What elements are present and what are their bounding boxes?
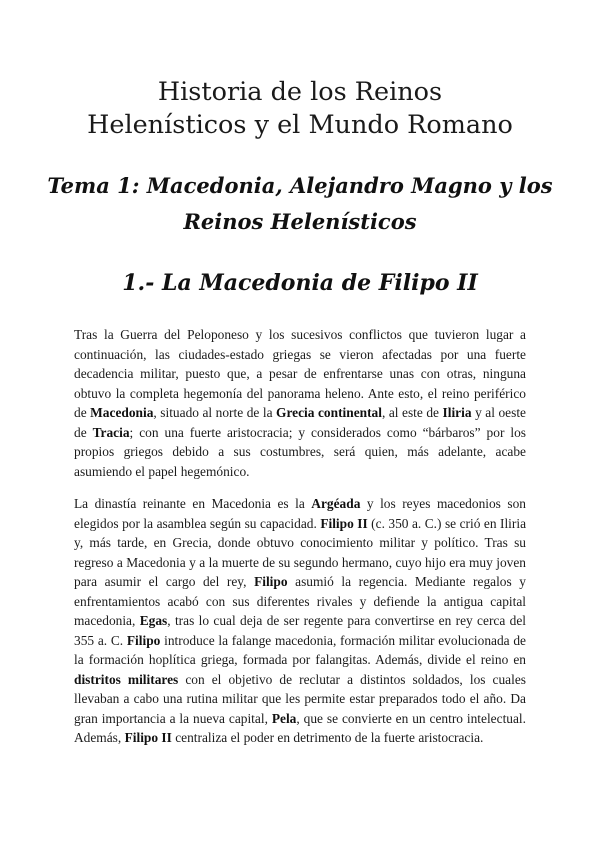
paragraph-1-text: , situado al norte de la [153,405,277,420]
term-iliria: Iliria [442,405,472,420]
document-title-line1: Historia de los Reinos [157,77,443,107]
term-macedonia: Macedonia [90,405,154,420]
paragraph-2-text: , tras lo cual deja de ser regente para convertirse en rey cerca del 355 a. C. [74,613,526,648]
paragraph-2-text: asumió la regencia. Mediante regalos y enfrentamientos acabó con sus diferentes rivales y defiende la antigua capital macedonia, [74,574,526,628]
section-heading: 1.- La Macedonia de Filipo II [122,270,478,296]
document-title [40,76,560,142]
tema-title [40,168,560,240]
paragraph-2 [74,494,526,748]
paragraph-2-text: La dinastía reinante en Macedonia es la [74,496,312,511]
paragraph-2-text: , que se convierte en un centro intelectual. Además, [74,710,526,745]
paragraph-1-text: Tras la Guerra del Peloponeso y los sucesivos conflictos que tuvieron lugar a continuación, las ciudades-estado griegas se vieron afectadas por una fuerte decadencia militar, puesto que, a pesar de enfrentarse unas con otras, ninguna obtuvo la completa hegemonía del panorama heleno. Ante esto, el reino periférico de [74,327,526,420]
paragraph-1-text: y al oeste de [74,405,526,440]
paragraph-2-text: (c. 350 a. C.) se crió en Iliria y, más tarde, en Grecia, donde obtuvo conocimiento militar y político. Tras su regreso a Macedonia y a la muerte de su segundo hermano, cuyo hijo era muy joven para asumir el cargo del rey, [74,515,527,589]
paragraph-2-text: y los reyes macedonios son elegidos por la asamblea según su capacidad. [74,496,526,531]
tema-title-line2: Reinos Helenísticos [183,209,417,234]
paragraph-1 [74,325,526,481]
paragraph-2-text: con el objetivo de reclutar a distintos soldados, los cuales llevaban a cabo una rutina militar que les permite estar preparados todo el año. Da gran importancia a la nueva capital, [74,671,526,726]
term-distritos-militares: distritos militares [74,671,179,687]
term-egas: Egas [139,613,168,628]
term-filipo: Filipo [254,574,288,589]
paragraph-2-text: introduce la falange macedonia, formación militar evolucionada de la formación hoplítica griega, formada por falangitas. Además, divide el reino en [74,632,526,667]
term-grecia-continental: Grecia continental [276,405,382,420]
paragraph-2-text: centraliza el poder en detrimento de la fuerte aristocracia. [171,730,484,745]
tema-title-line1: Tema 1: Macedonia, Alejandro Magno y los [47,173,553,198]
term-argeada: Argéada [311,496,361,511]
paragraph-1-text: ; con una fuerte aristocracia; y considerados como “bárbaros” por los propios griegos debido a sus costumbres, será quien, más adelante, acabe asumiendo el papel hegemónico. [74,424,526,479]
term-pela: Pela [271,710,297,726]
paragraph-1-text: , al este de [381,405,443,420]
term-tracia: Tracia [92,424,130,440]
term-filipo-ii: Filipo II [124,730,172,745]
term-filipo: Filipo [126,632,161,648]
term-filipo-ii: Filipo II [320,515,368,531]
document-title-line2: Helenísticos y el Mundo Romano [87,110,513,140]
